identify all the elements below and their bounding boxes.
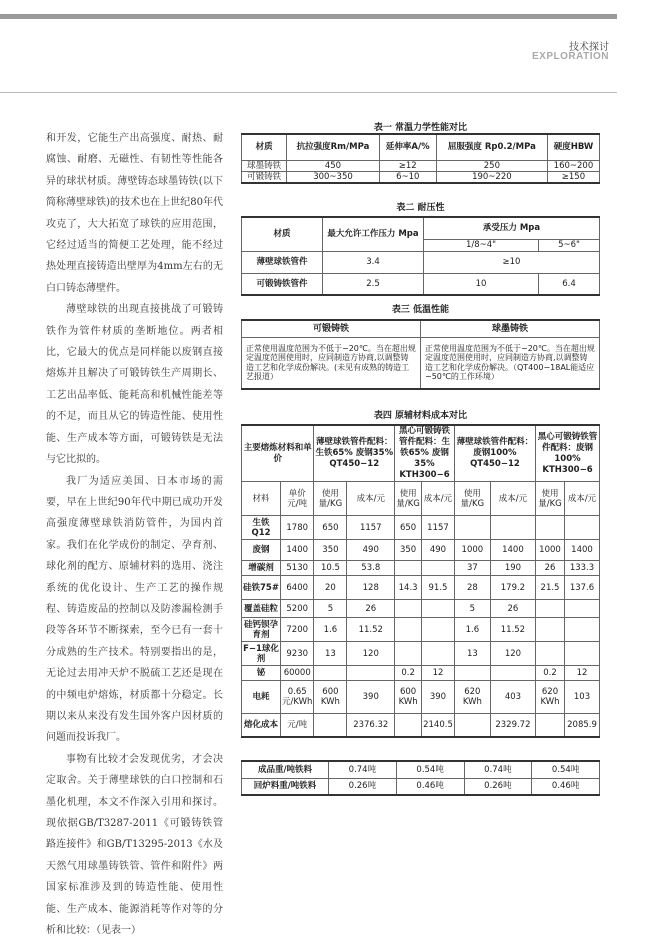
table-cell: 20 bbox=[314, 576, 347, 600]
table-body bbox=[242, 516, 600, 737]
row-label: 硅铁75# bbox=[242, 576, 281, 600]
table-cell: 0.74吨 bbox=[329, 761, 397, 778]
table-cell: 650 bbox=[314, 516, 347, 540]
col-header: 成本/元 bbox=[347, 482, 395, 516]
table-row bbox=[242, 778, 600, 795]
table-cell bbox=[490, 666, 535, 681]
table-cell: 0.2 bbox=[536, 666, 565, 681]
table-cell: 13 bbox=[314, 642, 347, 666]
col-header: 使用量/KG bbox=[314, 482, 347, 516]
row-label: 覆盖硅粒 bbox=[242, 600, 281, 618]
table-cell: 10 bbox=[424, 273, 539, 295]
body-paragraph: 薄壁球铁的出现直接挑战了可锻铸铁作为管件材质的垄断地位。两者相比，它最大的优点是同样能以废钢直接熔炼并且解决了可锻铸铁生产周期长、工艺出品率低、能耗高和机械性能差等的不足，而且从它的铸造性能、使用性能、生产成本等方面，可锻铸铁是无法与它比拟的。 bbox=[46, 304, 223, 466]
table-cell: 0.65元/KWh bbox=[281, 681, 314, 714]
col-header: 承受压力 Mpa bbox=[424, 217, 600, 239]
table-cell: ≥12 bbox=[379, 160, 436, 171]
table-cell: 1157 bbox=[347, 516, 395, 540]
col-header: 黑心可锻铸铁管件配料：废钢100% KTH300−6 bbox=[536, 425, 600, 482]
col-header: 5~6" bbox=[539, 239, 600, 251]
table-cell: 120 bbox=[490, 642, 535, 666]
table-row bbox=[242, 576, 600, 600]
table-row bbox=[242, 618, 600, 642]
table-row bbox=[242, 516, 600, 540]
table-cell bbox=[314, 714, 347, 737]
table-cell: 球墨铸铁 bbox=[242, 160, 287, 171]
table-cell: 26 bbox=[490, 600, 535, 618]
col-header: 使用量/KG bbox=[536, 482, 565, 516]
table-row bbox=[242, 251, 600, 273]
table-cell: 91.5 bbox=[422, 576, 455, 600]
row-label: 铋 bbox=[242, 666, 281, 681]
table-cell: 2085.9 bbox=[565, 714, 600, 737]
table-cell: 2140.5 bbox=[422, 714, 455, 737]
article-body bbox=[46, 128, 223, 941]
section-label: 技术探讨 bbox=[569, 42, 609, 53]
col-header: 黑心可锻铸铁管件配料：生铁65% 废钢 35% KTH300−6 bbox=[395, 425, 455, 482]
section-label-en: EXPLORATION bbox=[532, 51, 609, 62]
table-cell bbox=[565, 618, 600, 642]
table-cell bbox=[314, 666, 347, 681]
table-cell: 190 bbox=[490, 561, 535, 576]
table-cell bbox=[536, 516, 565, 540]
table-cell bbox=[395, 561, 422, 576]
table-cell: 5200 bbox=[281, 600, 314, 618]
table-cell: 1000 bbox=[454, 540, 490, 561]
table-caption: 表三 低温性能 bbox=[391, 305, 450, 315]
col-header: 单价 元/吨 bbox=[281, 482, 314, 516]
table-mechanical-properties bbox=[241, 133, 600, 184]
table-cell: 26 bbox=[347, 600, 395, 618]
table-caption: 表一 常温力学性能对比 bbox=[373, 123, 468, 133]
table-cell: 6.4 bbox=[539, 273, 600, 295]
col-header: 屈服强度 Rp0.2/MPa bbox=[436, 134, 547, 160]
table-cell: 正常使用温度范围为不低于−20℃。当在超出规定温度范围使用时，应同制造方协商,以调整铸造工艺和化学成份解决。(未见有成熟的铸造工艺报道） bbox=[242, 337, 421, 389]
table-cell: 137.6 bbox=[565, 576, 600, 600]
table-cell: 可锻铸铁管件 bbox=[242, 273, 323, 295]
table-cell: 正常使用温度范围为不低于−20℃。当在超出规定温度范围使用时，应同制造方协商,以调整铸造工艺和化学成份解决。（QT400−18AL能适应−50℃的工作环境） bbox=[421, 337, 600, 389]
col-header: 使用量/KG bbox=[454, 482, 490, 516]
table-cell bbox=[347, 666, 395, 681]
table-cell bbox=[422, 561, 455, 576]
table-row bbox=[242, 714, 600, 737]
table-row bbox=[242, 540, 600, 561]
body-paragraph: 和开发，它能生产出高强度、耐热、耐腐蚀、耐磨、无磁性、有韧性等性能各异的球状材质。薄壁铸态球墨铸铁(以下简称薄壁球铁)的技术也在上世纪80年代攻克了，大大拓宽了球铁的应用范围，它经过适当的简便工艺处理，能不经过热处理直接铸造出壁厚为4mm左右的无白口铸态薄壁件。 bbox=[46, 133, 223, 294]
table-cell: 9230 bbox=[281, 642, 314, 666]
table-cell: 250 bbox=[436, 160, 547, 171]
table-cell bbox=[490, 516, 535, 540]
table-cell: 11.52 bbox=[347, 618, 395, 642]
table-row bbox=[242, 681, 600, 714]
table-cell: 133.3 bbox=[565, 561, 600, 576]
table-row bbox=[242, 273, 600, 295]
table-cell: 12 bbox=[422, 666, 455, 681]
table-cell: 490 bbox=[347, 540, 395, 561]
table-cell: 650 bbox=[395, 516, 422, 540]
table-cell: 14.3 bbox=[395, 576, 422, 600]
table-caption: 表二 耐压性 bbox=[396, 203, 445, 213]
row-label: 成品重/吨铁料 bbox=[242, 761, 329, 778]
table-cell: 490 bbox=[422, 540, 455, 561]
table-material-cost bbox=[241, 424, 600, 738]
table-cell: 11.52 bbox=[490, 618, 535, 642]
table-cell bbox=[536, 618, 565, 642]
table-cell bbox=[395, 600, 422, 618]
table-cell bbox=[395, 618, 422, 642]
header-divider bbox=[0, 92, 617, 93]
col-header: 使用量/KG bbox=[395, 482, 422, 516]
table-cell bbox=[536, 642, 565, 666]
table-cell: 5 bbox=[454, 600, 490, 618]
table-cell: 5130 bbox=[281, 561, 314, 576]
table-cell: 1.6 bbox=[314, 618, 347, 642]
row-label: 生铁Q12 bbox=[242, 516, 281, 540]
table-cell bbox=[395, 642, 422, 666]
table-cell bbox=[422, 600, 455, 618]
table-cell: 6400 bbox=[281, 576, 314, 600]
table-cell: 1157 bbox=[422, 516, 455, 540]
table-cell: 160~200 bbox=[547, 160, 599, 171]
table-cell: 0.54吨 bbox=[396, 761, 464, 778]
table-cell: 6~10 bbox=[379, 171, 436, 183]
table-cell: 1780 bbox=[281, 516, 314, 540]
table-cell: 5 bbox=[314, 600, 347, 618]
table-cell: 0.46吨 bbox=[396, 778, 464, 795]
table-cell: 3.4 bbox=[323, 251, 424, 273]
table-low-temperature bbox=[241, 319, 600, 390]
table-cell: 1400 bbox=[490, 540, 535, 561]
table-cell: 26 bbox=[536, 561, 565, 576]
table-cell: 元/吨 bbox=[281, 714, 314, 737]
table-cell: 1.6 bbox=[454, 618, 490, 642]
table-cell: 403 bbox=[490, 681, 535, 714]
table-cell: 60000 bbox=[281, 666, 314, 681]
col-header: 硬度HBW bbox=[547, 134, 599, 160]
table-cell: 179.2 bbox=[490, 576, 535, 600]
table-cell: 0.54吨 bbox=[532, 761, 600, 778]
table-cell: 1000 bbox=[536, 540, 565, 561]
table-cell: ≥10 bbox=[424, 251, 600, 273]
table-row bbox=[242, 561, 600, 576]
table-row bbox=[242, 171, 600, 183]
table-cell: 12 bbox=[565, 666, 600, 681]
table-row bbox=[242, 600, 600, 618]
table-cell: 可锻铸铁 bbox=[242, 171, 287, 183]
col-header: 薄壁球铁管件配料：生铁65% 废钢35% QT450−12 bbox=[314, 425, 395, 482]
table-cell bbox=[454, 666, 490, 681]
top-rule-bar bbox=[0, 14, 617, 19]
table-cell: 350 bbox=[314, 540, 347, 561]
table-cell: 1400 bbox=[565, 540, 600, 561]
table-cell: 350 bbox=[395, 540, 422, 561]
row-label: 熔化成本 bbox=[242, 714, 281, 737]
table-yield bbox=[241, 760, 600, 796]
table-cell bbox=[565, 516, 600, 540]
table-cell: 128 bbox=[347, 576, 395, 600]
col-header: 球墨铸铁 bbox=[421, 320, 600, 337]
table-cell: 0.46吨 bbox=[532, 778, 600, 795]
table-cell: 0.74吨 bbox=[464, 761, 532, 778]
table-cell: 薄壁球铁管件 bbox=[242, 251, 323, 273]
table-caption: 表四 原辅材料成本对比 bbox=[373, 411, 468, 421]
row-label: 硅钙钡孕育剂 bbox=[242, 618, 281, 642]
table-row bbox=[242, 761, 600, 778]
table-cell: 600 KWh bbox=[395, 681, 422, 714]
table-cell: 620 KWh bbox=[536, 681, 565, 714]
table-cell bbox=[454, 714, 490, 737]
table-cell bbox=[395, 714, 422, 737]
col-header: 成本/元 bbox=[422, 482, 455, 516]
table-cell: 37 bbox=[454, 561, 490, 576]
table-cell: 103 bbox=[565, 681, 600, 714]
col-header: 主要熔炼材料和单价 bbox=[242, 425, 314, 482]
table-row bbox=[242, 642, 600, 666]
col-header: 可锻铸铁 bbox=[242, 320, 421, 337]
col-header: 最大允许工作压力 Mpa bbox=[323, 217, 424, 251]
row-label: 回炉料重/吨铁料 bbox=[242, 778, 329, 795]
table-cell bbox=[565, 600, 600, 618]
table-row bbox=[242, 666, 600, 681]
body-paragraph: 事物有比较才会发现优劣，才会决定取舍。关于薄壁球铁的白口控制和石墨化机理，本文不作深入引用和探讨。现依据GB/T3287-2011《可锻铸铁管路连接件》和GB/T13295-2013《水及天然气用球墨铸铁管、管件和附件》两国家标准涉及到的铸造性能、使用性能、生产成本、能源消耗等作对等的分析和比较：（见表一） bbox=[46, 753, 223, 937]
table-cell: 10.5 bbox=[314, 561, 347, 576]
table-cell: 2.5 bbox=[323, 273, 424, 295]
table-cell: 13 bbox=[454, 642, 490, 666]
table-cell: 1400 bbox=[281, 540, 314, 561]
table-cell: 190~220 bbox=[436, 171, 547, 183]
col-header: 成本/元 bbox=[490, 482, 535, 516]
row-label: 增碳剂 bbox=[242, 561, 281, 576]
table-cell bbox=[536, 600, 565, 618]
col-header: 薄壁球铁管件配料：废钢100% QT450−12 bbox=[454, 425, 535, 482]
table-cell bbox=[422, 618, 455, 642]
table-cell bbox=[536, 714, 565, 737]
row-label: 废钢 bbox=[242, 540, 281, 561]
table-cell: 390 bbox=[422, 681, 455, 714]
table-cell: 2376.32 bbox=[347, 714, 395, 737]
col-header: 延伸率A/% bbox=[379, 134, 436, 160]
table-cell: 390 bbox=[347, 681, 395, 714]
table-cell bbox=[422, 642, 455, 666]
row-label: F−1球化剂 bbox=[243, 643, 279, 664]
table-cell: 300~350 bbox=[287, 171, 380, 183]
table-cell bbox=[454, 516, 490, 540]
table-cell: 21.5 bbox=[536, 576, 565, 600]
col-header: 1/8~4" bbox=[424, 239, 539, 251]
row-label: 电耗 bbox=[242, 681, 281, 714]
col-header: 材料 bbox=[242, 482, 281, 516]
table-row bbox=[242, 160, 600, 171]
table-pressure-resistance bbox=[241, 216, 600, 296]
table-cell: 450 bbox=[287, 160, 380, 171]
table-cell bbox=[565, 642, 600, 666]
table-cell: 0.26吨 bbox=[464, 778, 532, 795]
col-header: 成本/元 bbox=[565, 482, 600, 516]
col-header: 材质 bbox=[242, 217, 323, 251]
table-cell: 620 KWh bbox=[454, 681, 490, 714]
body-paragraph: 我厂为适应美国、日本市场的需要，早在上世纪90年代中期已成功开发高强度薄壁球铁消防管件，为国内首家。我们在化学成份的制定、孕育剂、球化剂的配方、原辅材料的选用、浇注系统的优化设计、生产工艺的操作规程、铸造废品的控制以及防渗漏检测手段等各环节不断探索，至今已有一套十分成熟的生产技术。特别要指出的是，无论过去用冲天炉不脱硫工艺还是现在的中频电炉熔炼，材质都十分稳定。长期以来从来没有发生国外客户因材质的问题而投诉我厂。 bbox=[46, 475, 223, 744]
table-body bbox=[242, 761, 600, 795]
col-header: 抗拉强度Rm/MPa bbox=[287, 134, 380, 160]
table-cell: 120 bbox=[347, 642, 395, 666]
table-cell: 600 KWh bbox=[314, 681, 347, 714]
table-cell: 2329.72 bbox=[490, 714, 535, 737]
col-header: 材质 bbox=[242, 134, 287, 160]
table-cell: 53.8 bbox=[347, 561, 395, 576]
table-cell: 28 bbox=[454, 576, 490, 600]
table-cell: 0.26吨 bbox=[329, 778, 397, 795]
table-cell: 0.2 bbox=[395, 666, 422, 681]
table-row bbox=[242, 337, 600, 389]
table-cell: 7200 bbox=[281, 618, 314, 642]
table-cell: ≥150 bbox=[547, 171, 599, 183]
